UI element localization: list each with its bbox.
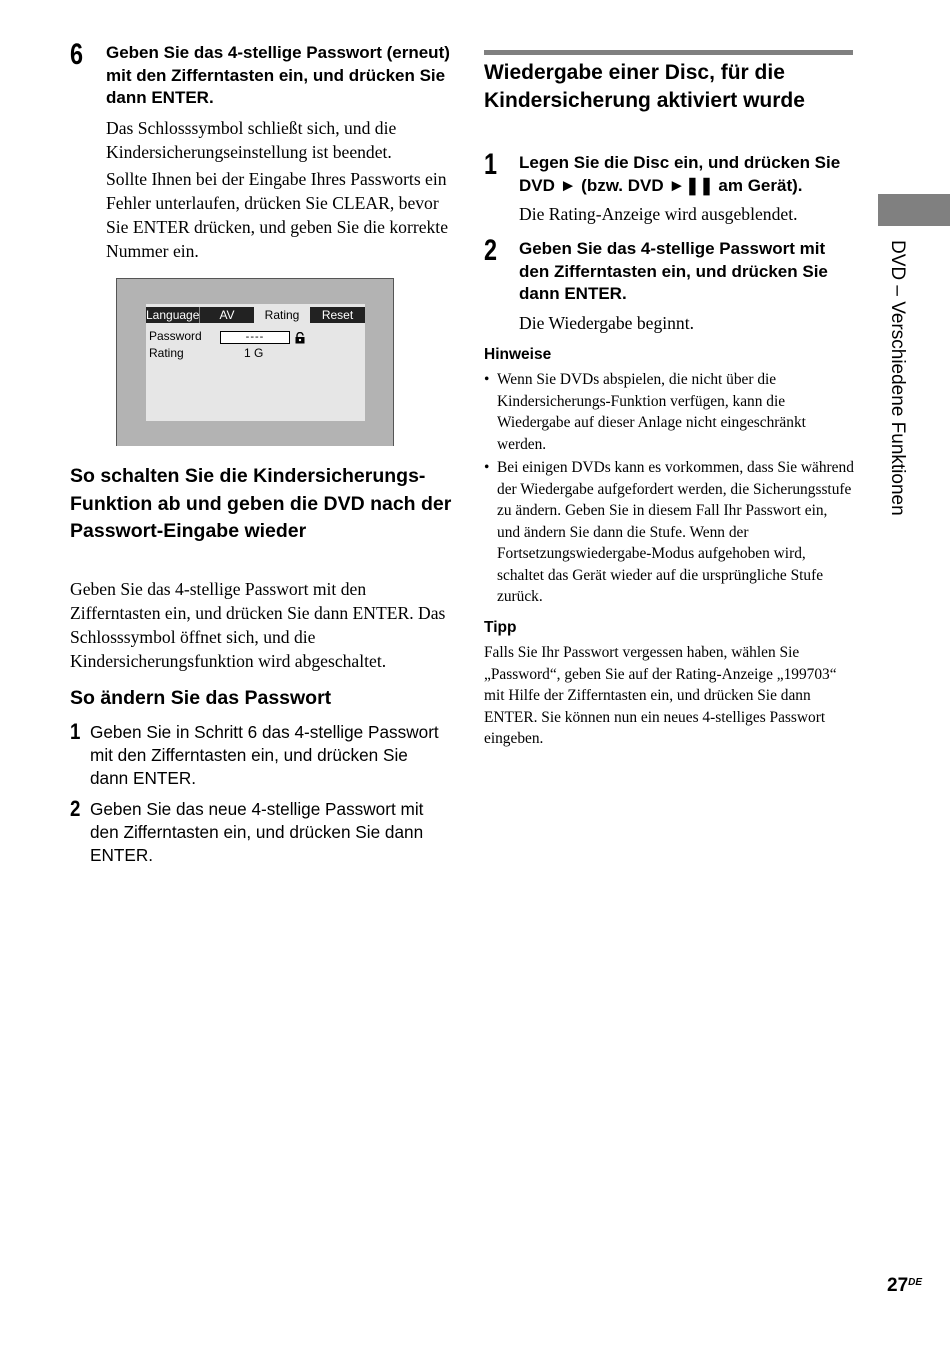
change-step-2 — [70, 798, 450, 867]
password-label: Password — [149, 329, 202, 343]
section-body-disable: Geben Sie das 4-stellige Passwort mit den Zifferntasten ein, und drücken Sie dann ENTER. Das Schlosssymbol öffnet sich, und die Kindersicherungsfunktion wird abgeschaltet. — [70, 579, 446, 671]
section-rule — [484, 50, 853, 55]
note-text: Wenn Sie DVDs abspielen, die nicht über die Kindersicherungs-Funktion verfügen, kann die Wiedergabe auf dieser Anlage nicht eingeschränkt werden. — [497, 371, 806, 453]
step-number: 2 — [484, 234, 498, 267]
tab-rating: Rating — [254, 307, 310, 323]
step-heading: Geben Sie das 4-stellige Passwort mit den Zifferntasten ein, und drücken Sie dann ENTER. — [519, 239, 828, 303]
chapter-tab — [886, 240, 916, 560]
tab-av: AV — [219, 308, 235, 322]
rating-value: 1 G — [244, 346, 264, 360]
chapter-tab-marker — [878, 194, 950, 226]
playback-step-2 — [484, 234, 859, 335]
step-body-note: Sollte Ihnen bei der Eingabe Ihres Passworts ein Fehler unterlaufen, drücken Sie CLEAR, bevor Sie ENTER drücken, und geben Sie die korrekte Nummer ein. — [106, 168, 449, 261]
tab-reset: Reset — [321, 308, 354, 322]
bullet-icon: • — [484, 371, 490, 388]
menu-tab-bar — [146, 307, 365, 323]
chapter-tab-label: DVD – Verschiedene Funktionen — [887, 240, 908, 516]
step-body: Das Schlosssymbol schließt sich, und die Kindersicherungseinstellung ist beendet. — [106, 117, 397, 162]
password-field: ---- — [220, 331, 290, 344]
step-6 — [70, 38, 450, 263]
change-step-1 — [70, 721, 450, 790]
notes-heading: Hinweise — [484, 346, 552, 363]
step-heading: Legen Sie die Disc ein, und drücken Sie DVD ► (bzw. DVD ►❚❚ am Gerät). — [519, 153, 841, 195]
step-text: Geben Sie in Schritt 6 das 4-stellige Passwort mit den Zifferntasten ein, und drücken Sie dann ENTER. — [90, 722, 439, 788]
step-number: 1 — [484, 148, 498, 181]
rating-label: Rating — [149, 346, 184, 360]
note-item — [484, 457, 854, 608]
page-number-value: 27 — [887, 1275, 909, 1296]
step-text: Geben Sie das neue 4-stellige Passwort mit den Zifferntasten ein, und drücken Sie dann ENTER. — [90, 799, 424, 865]
playback-step-1 — [484, 148, 859, 226]
setup-menu — [146, 304, 365, 421]
page-number — [887, 1275, 922, 1297]
section-heading-playback: Wiedergabe einer Disc, für die Kindersicherung aktiviert wurde — [484, 61, 805, 112]
tip-text: Falls Sie Ihr Passwort vergessen haben, wählen Sie „Password“, geben Sie auf der Rating-Anzeige „199703“ mit Hilfe der Zifferntasten ein, und drücken Sie dann ENTER. Sie können nun ein neues 4-stelliges Passwort eingeben. — [484, 644, 837, 747]
step-heading: Geben Sie das 4-stellige Passwort (erneut) mit den Zifferntasten ein, und drücken Sie dann ENTER. — [106, 43, 450, 107]
note-text: Bei einigen DVDs kann es vorkommen, dass Sie während der Wiedergabe aufgefordert werden, die Sicherungsstufe zu ändern. Geben Sie in diesem Fall Ihr Passwort ein, und ändern Sie dann die Stufe. Wenn der Fortsetzungswiedergabe-Modus aufgehoben wird, schaltet das Gerät wieder auf die ursprüngliche Stufe zurück. — [497, 459, 854, 605]
note-item — [484, 369, 854, 455]
step-number: 2 — [70, 796, 81, 821]
step-number: 1 — [70, 719, 81, 744]
section-heading-change-password: So ändern Sie das Passwort — [70, 687, 332, 709]
page-language-suffix: DE — [908, 1277, 923, 1288]
step-number: 6 — [70, 38, 84, 71]
section-heading-disable: So schalten Sie die Kindersicherungs-Funktion ab und geben die DVD nach der Passwort-Eingabe wieder — [70, 465, 452, 542]
padlock-icon — [294, 332, 306, 344]
step-body: Die Wiedergabe beginnt. — [519, 312, 695, 333]
step-body: Die Rating-Anzeige wird ausgeblendet. — [519, 204, 798, 224]
tab-language: Language — [146, 308, 200, 322]
tip-heading: Tipp — [484, 619, 517, 636]
bullet-icon: • — [484, 459, 490, 476]
osd-screen-illustration — [116, 278, 394, 446]
